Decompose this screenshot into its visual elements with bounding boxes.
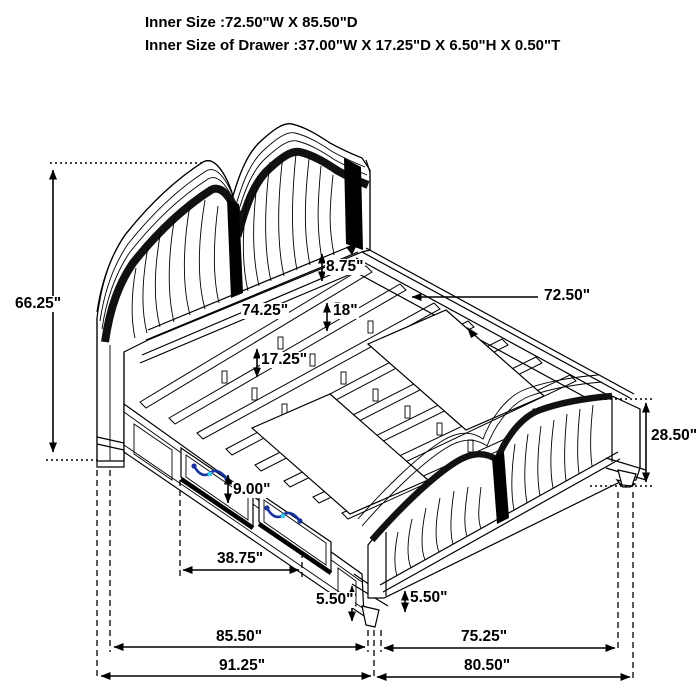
headboard-right-band [344,158,363,250]
drawer-inner-size-note: Inner Size of Drawer :37.00"W X 17.25"D X 6.50"H X 0.50"T [145,37,561,54]
dim-17-25-label: 17.25" [261,351,308,368]
dim-footboard-height-label: 28.50" [651,427,698,444]
dim-side-rail-length-label: 85.50" [216,628,263,645]
dim-drawer-width-label: 38.75" [217,550,264,567]
dim-overall-width-label: 80.50" [464,657,511,674]
dim-side-leg-label: 5.50" [316,591,354,608]
dim-18-label: 18" [333,302,358,319]
dim-overall-depth-label: 91.25" [219,657,266,674]
dim-headboard-height-label: 66.25" [15,295,62,312]
dim-foot-leg-label: 5.50" [410,589,448,606]
dim-headboard-inner-width-label: 74.25" [242,302,289,319]
dim-inner-width-label: 72.50" [544,287,591,304]
inner-size-note: Inner Size :72.50"W X 85.50"D [145,14,358,31]
dim-footboard-inner-width-label: 75.25" [461,628,508,645]
dim-rail-top-label: 8.75" [326,258,364,275]
dim-drawer-height-label: 9.00" [233,481,271,498]
